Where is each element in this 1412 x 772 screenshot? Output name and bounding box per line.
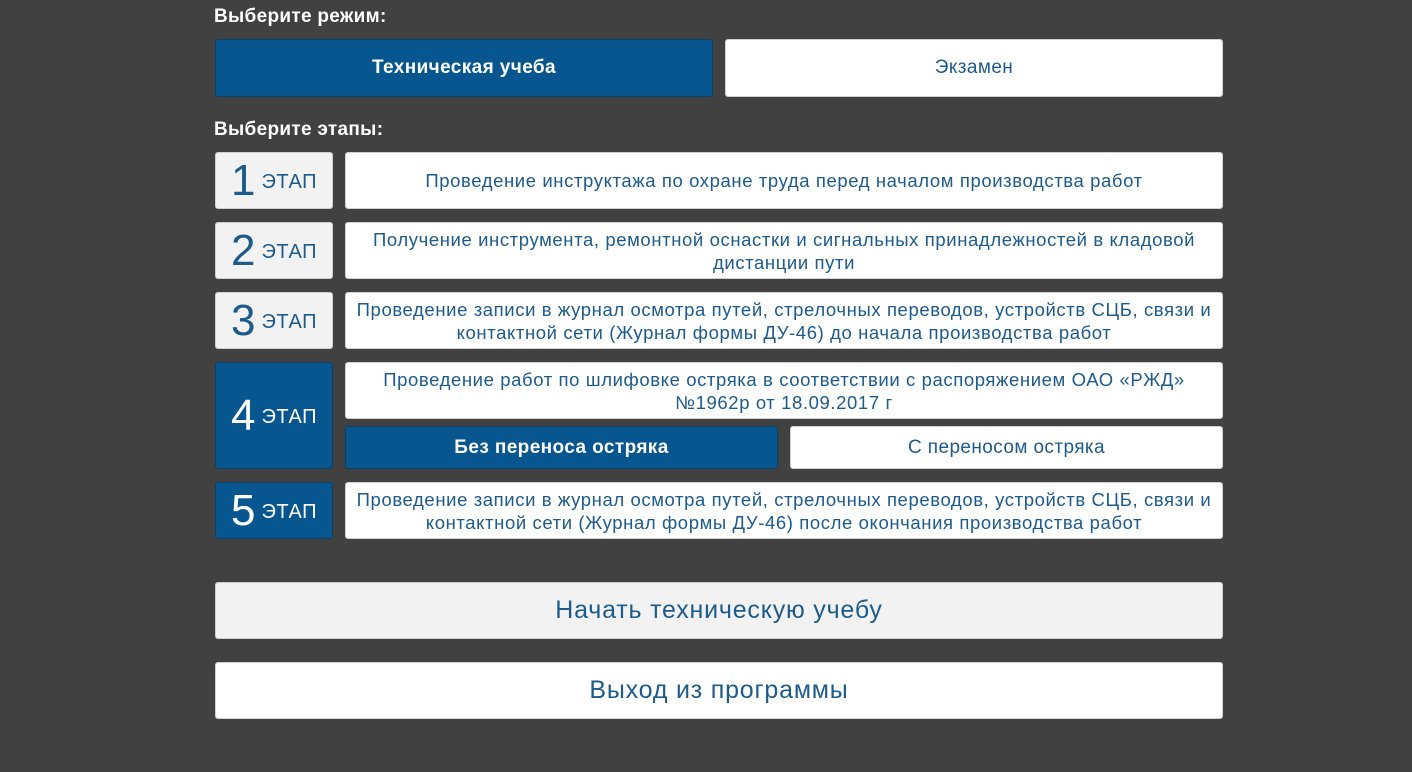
stage-2-number: 2 <box>231 225 256 275</box>
stage-4-word: ЭТАП <box>261 406 317 428</box>
stage-4-number: 4 <box>231 390 256 440</box>
stage-1-number: 1 <box>231 155 256 205</box>
stage-3-word: ЭТАП <box>261 311 317 333</box>
stage-2-description[interactable]: Получение инструмента, ремонтной оснастки и сигнальных принадлежностей в кладовой дистанции пути <box>345 222 1223 279</box>
stage-2-word: ЭТАП <box>261 241 317 263</box>
stage-3-toggle[interactable] <box>215 292 333 349</box>
start-training-button[interactable]: Начать техническую учебу <box>215 582 1223 639</box>
stage-5-word: ЭТАП <box>261 501 317 523</box>
stage-2-toggle[interactable] <box>215 222 333 279</box>
stage-4-description[interactable]: Проведение работ по шлифовке остряка в соответствии с распоряжением ОАО «РЖД» №1962р от 18.09.2017 г <box>345 362 1223 419</box>
stage-5-number: 5 <box>231 485 256 535</box>
stage-3-number: 3 <box>231 295 256 345</box>
stage-4-toggle[interactable] <box>215 362 333 469</box>
mode-heading: Выберите режим: <box>214 6 387 27</box>
stage-5-description[interactable]: Проведение записи в журнал осмотра путей, стрелочных переводов, устройств СЦБ, связи и контактной сети (Журнал формы ДУ-46) после окончания производства работ <box>345 482 1223 539</box>
stage-1-word: ЭТАП <box>261 171 317 193</box>
stage-3-description[interactable]: Проведение записи в журнал осмотра путей, стрелочных переводов, устройств СЦБ, связи и контактной сети (Журнал формы ДУ-46) до начала производства работ <box>345 292 1223 349</box>
stage-1-description[interactable]: Проведение инструктажа по охране труда перед началом производства работ <box>345 152 1223 209</box>
stage-1-toggle[interactable] <box>215 152 333 209</box>
exit-program-button[interactable]: Выход из программы <box>215 662 1223 719</box>
stage-4-option-without-transfer[interactable]: Без переноса остряка <box>345 426 778 469</box>
mode-exam-button[interactable]: Экзамен <box>725 39 1223 97</box>
stage-4-option-with-transfer[interactable]: С переносом остряка <box>790 426 1223 469</box>
stages-heading: Выберите этапы: <box>214 119 384 140</box>
stage-5-toggle[interactable] <box>215 482 333 539</box>
mode-training-button[interactable]: Техническая учеба <box>215 39 713 97</box>
